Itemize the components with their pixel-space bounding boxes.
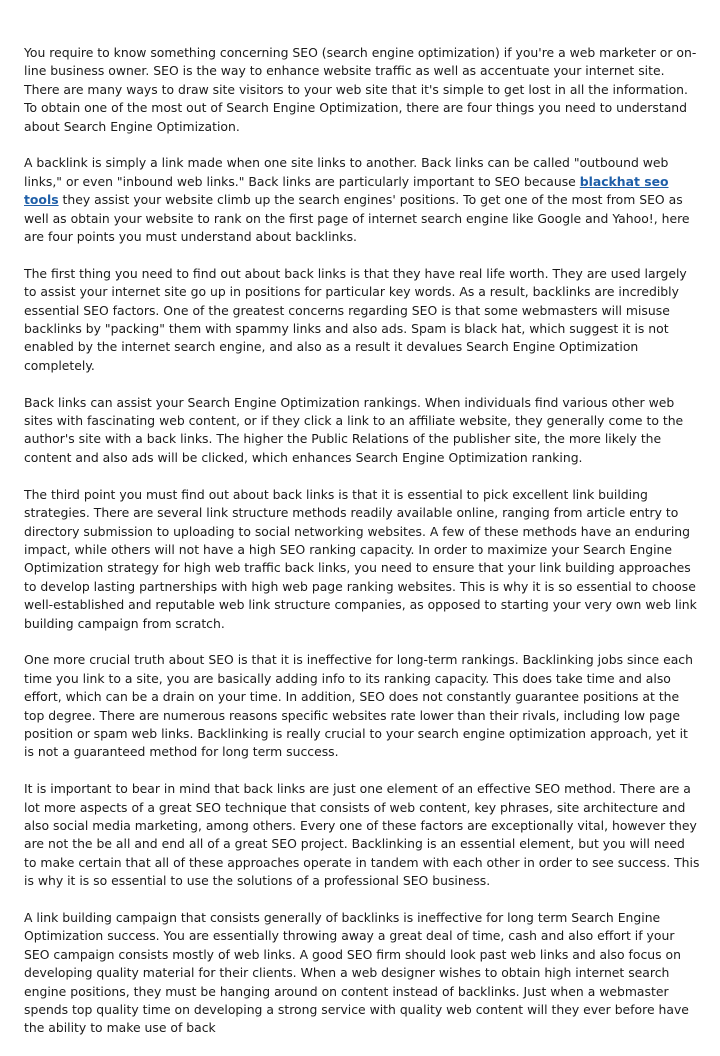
paragraph-seo-method: It is important to bear in mind that back links are just one element of an effective SEO method. There are a lot more aspects of a great SEO technique that consists of web content, key phrases, site architecture and also social media marketing, among others. Every one of these factors are exceptionally vital, however they are not the be all and end all of a great SEO project. Backlinking is an essential element, but you will need to make certain that all of these approaches operate in tandem with each other in order to see success. This is why it is so essential to use the solutions of a professional SEO business. <box>24 781 700 889</box>
paragraph-text: A backlink is simply a link made when one site links to another. Back links can be called "outbound web links," or even "inbound web links." Back links are particularly important to SEO because <box>24 155 669 189</box>
paragraph-backlink-definition <box>24 154 700 246</box>
paragraph-link-building-strategies: The third point you must find out about back links is that it is essential to pick excellent link building strategies. There are several link structure methods readily available online, ranging from article entry to directory submission to uploading to social networking websites. A few of these methods have an enduring impact, while others will not have a high SEO ranking capacity. In order to maximize your Search Engine Optimization strategy for high web traffic back links, you need to ensure that your link building approaches to develop lasting partnerships with high web page ranking websites. This is why it is so essential to choose well-established and reputable web link structure companies, as opposed to starting your very own web link building campaign from scratch. <box>24 486 697 631</box>
paragraph-campaign: A link building campaign that consists generally of backlinks is ineffective for long term Search Engine Optimization success. You are essentially throwing away a great deal of time, cash and also effort if your SEO campaign consists mostly of web links. A good SEO firm should look past web links and also focus on developing quality material for their clients. When a web designer wishes to obtain high internet search engine positions, they must be hanging around on content instead of backlinks. Just when a webmaster spends top quality time on developing a strong service with quality web content will they ever before have the ability to make use of back <box>24 909 689 1036</box>
paragraph-intro: You require to know something concerning SEO (search engine optimization) if you're a web marketer or on-line business owner. SEO is the way to enhance website traffic as well as accentuate your internet site. There are many ways to draw site visitors to your web site that it's simple to get lost in all the information. To obtain one of the most out of Search Engine Optimization, there are four things you need to understand about Search Engine Optimization. <box>24 45 697 134</box>
paragraph-long-term-rankings: One more crucial truth about SEO is that it is ineffective for long-term rankings. Backlinking jobs since each time you link to a site, you are basically adding info to its ranking capacity. This does take time and also effort, which can be a drain on your time. In addition, SEO does not constantly guarantee positions at the top degree. There are numerous reasons specific websites rate lower than their rivals, including low page position or spam web links. Backlinking is really crucial to your search engine optimization approach, yet it is not a guaranteed method for long term success. <box>24 652 693 760</box>
paragraph-rankings: Back links can assist your Search Engine Optimization rankings. When individuals find various other web sites with fascinating web content, or if they click a link to an affiliate website, they generally come to the author's site with a back links. The higher the Public Relations of the publisher site, the more likely the content and also ads will be clicked, which enhances Search Engine Optimization ranking. <box>24 394 684 465</box>
article-body <box>24 44 700 1056</box>
paragraph-real-life-worth: The first thing you need to find out about back links is that they have real life worth. They are used largely to assist your internet site go up in positions for particular key words. As a result, backlinks are incredibly essential SEO factors. One of the greatest concerns regarding SEO is that some webmasters will misuse backlinks by "packing" them with spammy links and also ads. Spam is black hat, which suggest it is not enabled by the internet search engine, and also as a result it devalues Search Engine Optimization completely. <box>24 265 687 373</box>
paragraph-text: they assist your website climb up the search engines' positions. To get one of the most from SEO as well as obtain your website to rank on the first page of internet search engine like Google and Yahoo!, here are four points you must understand about backlinks. <box>24 192 690 245</box>
blackhat-seo-tools-link[interactable]: blackhat seo tools <box>24 173 669 208</box>
